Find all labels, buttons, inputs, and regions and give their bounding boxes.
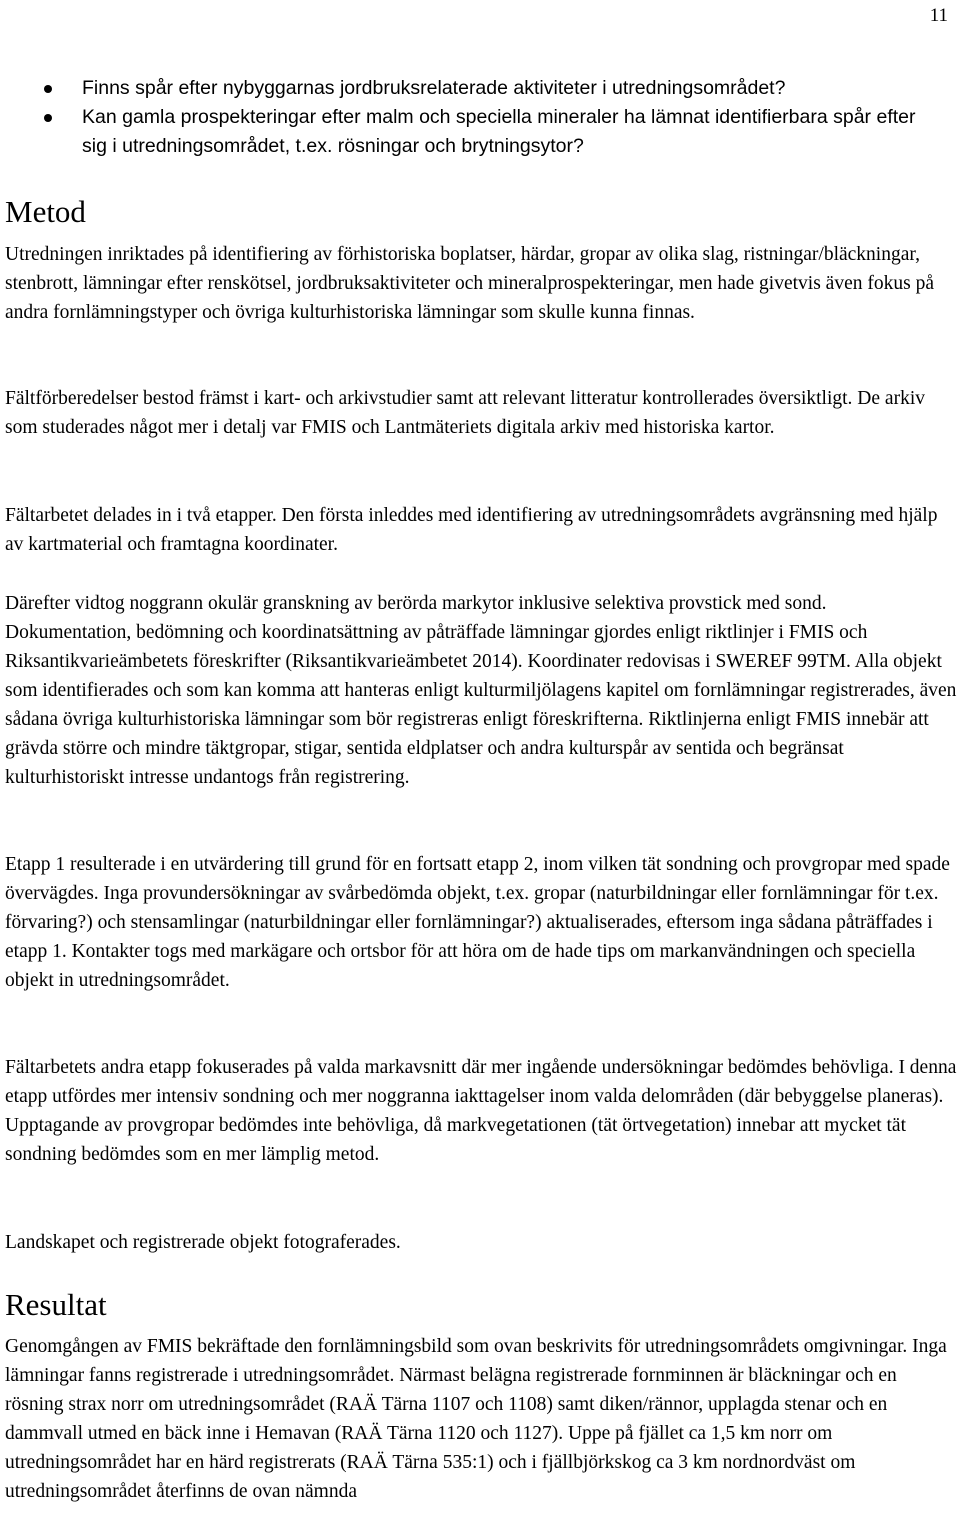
metod-paragraph: Därefter vidtog noggrann okulär granskning av berörda markytor inklusive selektiva provstick med sond. Dokumentation, bedömning och koordinatsättning av påträffade lämningar gjordes enligt riktlinjer i FMIS och Riksantikvarieämbetets föreskrifter (Riksantikvarieämbetet 2014). Koordinater redovisas i SWEREF 99TM. Alla objekt som identifierades och som kan komma att hanteras enligt kulturmiljölagens kapitel om fornlämningar registrerades, även sådana övriga kulturhistoriska lämningar som bör registreras enligt föreskrifterna. Riktlinjerna enligt FMIS innebär att grävda större och mindre täktgropar, stigar, sentida eldplatser och andra kulturspår av sentida och begränsat kulturhistoriskt intresse undantogs från registrering.: [5, 593, 957, 788]
metod-paragraph: Fältarbetet delades in i två etapper. Den första inleddes med identifiering av utredningsområdets avgränsning med hjälp av kartmaterial och framtagna koordinater.: [5, 505, 938, 555]
list-item: Kan gamla prospekteringar efter malm och speciella mineraler ha lämnat identifierbara spår efter sig i utredningsområdet, t.ex. rösningar och brytningsytor?: [44, 103, 944, 161]
question-bullet-list: [44, 74, 944, 161]
list-item: Finns spår efter nybyggarnas jordbruksrelaterade aktiviteter i utredningsområdet?: [44, 74, 944, 103]
metod-paragraph: Landskapet och registrerade objekt fotograferades.: [5, 1232, 401, 1253]
metod-paragraph: Fältförberedelser bestod främst i kart- och arkivstudier samt att relevant litteratur kontrollerades översiktligt. De arkiv som studerades något mer i detalj var FMIS och Lantmäteriets digitala arkiv med historiska kartor.: [5, 388, 925, 438]
section-heading-metod: Metod: [5, 194, 86, 229]
metod-paragraph: Etapp 1 resulterade i en utvärdering till grund för en fortsatt etapp 2, inom vilken tät sondning och provgropar med spade övervägdes. Inga provundersökningar av svårbedömda objekt, t.ex. gropar (naturbildningar eller fornlämningar för t.ex. förvaring?) och stensamlingar (naturbildningar eller fornlämningar?) aktualiserades, eftersom inga sådana påträffades i etapp 1. Kontakter togs med markägare och ortsbor för att höra om de hade tips om markanvändningen och speciella objekt in utredningsområdet.: [5, 854, 950, 991]
section-heading-resultat: Resultat: [5, 1287, 107, 1322]
metod-paragraph: Utredningen inriktades på identifiering av förhistoriska boplatser, härdar, gropar av olika slag, ristningar/bläckningar, stenbrott, lämningar efter renskötsel, jordbruksaktiviteter och mineralprospekteringar, men hade givetvis även fokus på andra fornlämningstyper och övriga kulturhistoriska lämningar som skulle kunna finnas.: [5, 244, 934, 323]
resultat-paragraph: Genomgången av FMIS bekräftade den fornlämningsbild som ovan beskrivits för utredningsområdets omgivningar. Inga lämningar fanns registrerade i utredningsområdet. Närmast belägna registrerade fornminnen är bläckningar och en rösning strax norr om utredningsområdet (RAÄ Tärna 1107 och 1108) samt diken/rännor, upplagda stenar och en dammvall utmed en bäck inne i Hemavan (RAÄ Tärna 1120 och 1127). Uppe på fjället ca 1,5 km norr om utredningsområdet har en härd registrerats (RAÄ Tärna 535:1) och i fjällbjörkskog ca 3 km nordnordväst om utredningsområdet återfinns de ovan nämnda: [5, 1336, 947, 1502]
page-number: 11: [929, 5, 948, 26]
metod-paragraph: Fältarbetets andra etapp fokuserades på valda markavsnitt där mer ingående undersökningar bedömdes behövliga. I denna etapp utfördes mer intensiv sondning och mer noggranna iakttagelser inom valda delområden (där bebyggelse planeras). Upptagande av provgropar bedömdes inte behövliga, då markvegetationen (tät örtvegetation) innebar att mycket tät sondning bedömdes som en mer lämplig metod.: [5, 1057, 957, 1165]
